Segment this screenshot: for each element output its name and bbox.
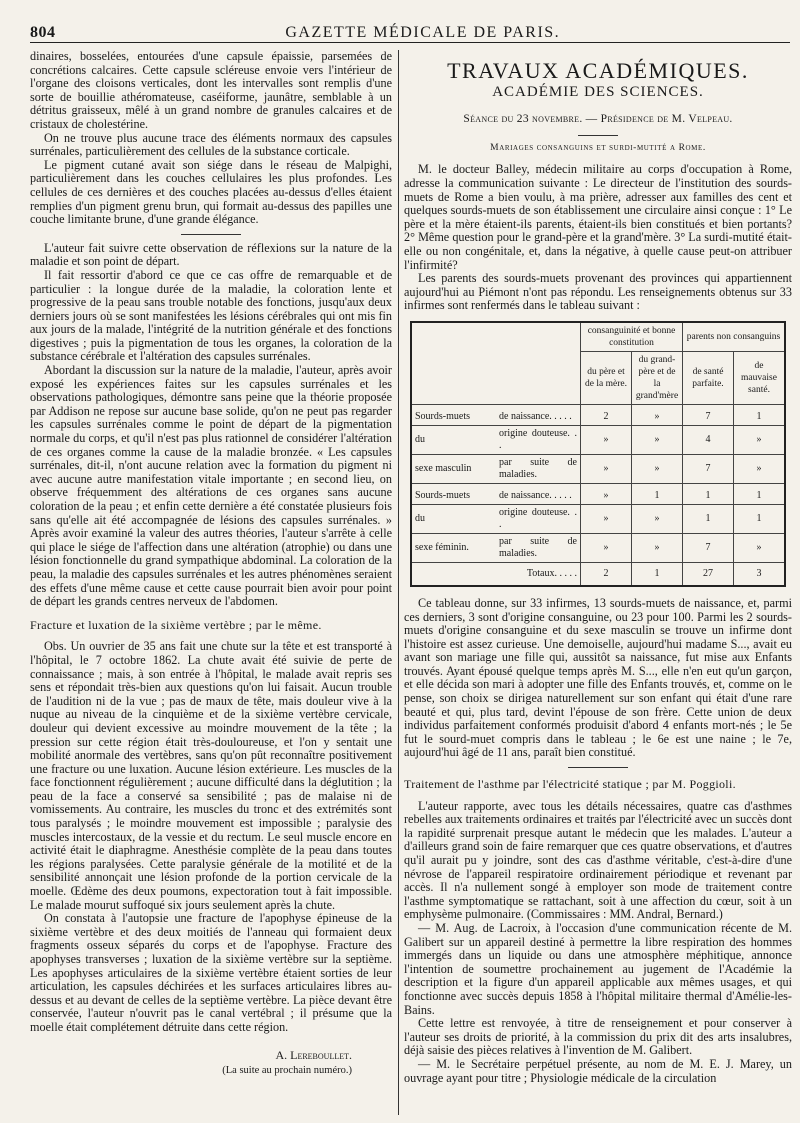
cell: 1 — [632, 483, 683, 504]
separator — [578, 135, 618, 136]
row-category: sexe masculin — [411, 454, 496, 483]
paragraph: L'auteur fait suivre cette observation de réflexions sur la nature de la maladie et son point de départ. — [30, 240, 392, 269]
table-row — [411, 454, 785, 483]
cell: 1 — [683, 504, 734, 533]
cell: » — [632, 454, 683, 483]
separator — [181, 234, 241, 235]
cell: » — [734, 454, 786, 483]
cell: » — [581, 504, 632, 533]
total-cell: 27 — [683, 562, 734, 586]
row-label: par suite de maladies. — [496, 533, 581, 562]
cell: 1 — [734, 504, 786, 533]
row-label: origine douteuse. . . — [496, 504, 581, 533]
total-cell: 3 — [734, 562, 786, 586]
cell: » — [632, 425, 683, 454]
table-row — [411, 483, 785, 504]
row-category: du — [411, 425, 496, 454]
cell: 7 — [683, 533, 734, 562]
paragraph: Ce tableau donne, sur 33 infirmes, 13 sourds-muets de naissance, et, parmi ces derniers, 3 sont d'origine consanguine, ou 23 pour 100. Parmi les 2 sourds-muets d'origine consanguine et du sexe masculin se trouve un infirme dont l'histoire est assez curieuse. Une demoiselle, aujourd'hui madame S..., avait eu avant son mariage une fille qui, aussitôt sa naissance, fut mise aux Enfants trouvés. Ayant épousé quelque temps après M. S..., elle n'en eut qu'un garçon, et elle décida son mari à adopter une fille des Enfants trouvés, et, comme on le pense, son choix se dirigea naturellement sur son enfant qui était d'une rare beauté et qui, plus tard, devint l'épouse de son frère. Cette union de deux individus parfaitement conformés produisit d'abord 4 enfants mort-nés ; le 5e fut le sourd-muet compris dans le tableau ; le 6e est une naine ; le 7e, aujourd'hui âgé de 11 ans, paraît bien constitué. — [404, 595, 792, 760]
column-header: de santé parfaite. — [683, 351, 734, 404]
cell: 7 — [683, 454, 734, 483]
cell: » — [734, 425, 786, 454]
row-label: par suite de maladies. — [496, 454, 581, 483]
table-corner — [411, 322, 581, 405]
cell: » — [734, 533, 786, 562]
cell: 1 — [683, 483, 734, 504]
paragraph: Le pigment cutané avait son siége dans le réseau de Malpighi, particulièrement dans les couches cellulaires les plus profondes. Les cellules de ces dernières et des couches placées au-dessus d'elles étaient remplies d'un pigment grenu brun, qui formait au-dessus des papilles une couche limitante brune, d'une grande élégance. — [30, 157, 392, 227]
column-header: du père et de la mère. — [581, 351, 632, 404]
row-category: sexe féminin. — [411, 533, 496, 562]
total-cell: 1 — [632, 562, 683, 586]
cell: » — [581, 533, 632, 562]
topic-heading: Mariages consanguins et surdi-mutité a Rome. — [490, 142, 706, 153]
row-category: du — [411, 504, 496, 533]
cell: » — [632, 404, 683, 425]
row-category: Sourds-muets — [411, 404, 496, 425]
cell: » — [632, 533, 683, 562]
group-header-consanguine: consanguinité et bonne constitution — [581, 322, 683, 352]
paragraph: — M. Aug. de Lacroix, à l'occasion d'une communication récente de M. Galibert sur un appareil destiné à permettre la libre respiration des hommes immergés dans un liquide ou dans une atmosphère méphitique, annonce l'intention de soumettre prochainement au jugement de l'Académie la description et la figure d'un appareil applicable aux mêmes usages, et qui fonctionne avec succès depuis 1858 à l'hôpital militaire thermal d'Amélie-les-Bains. — [404, 920, 792, 1017]
table-row — [411, 404, 785, 425]
cell: 7 — [683, 404, 734, 425]
row-label: origine douteuse. . . — [496, 425, 581, 454]
cell: » — [581, 483, 632, 504]
page-number: 804 — [30, 24, 56, 41]
paragraph: On constata à l'autopsie une fracture de l'apophyse épineuse de la sixième vertèbre et des deux moitiés de l'anneau qui formaient deux fragments osseux séparés du corps et de l'apophyse. Fracture des apophyses transverses ; luxation de la sixième vertèbre sur la septième. Les apophyses articulaires de la sixième vertèbre étaient sorties de leur articulation, les capsules déchirées et les surfaces articulaires libres au-dessus et au devant de celles de la septième vertèbre. La pièce devant être conservée, l'auteur n'ouvrit pas le canal vertébral ; il présume que la moelle était complétement détruite dans cette région. — [30, 911, 392, 1034]
row-label: de naissance. . . . . — [496, 483, 581, 504]
column-rule — [398, 50, 399, 1115]
journal-title: GAZETTE MÉDICALE DE PARIS. — [285, 24, 561, 41]
row-label: de naissance. . . . . — [496, 404, 581, 425]
section-title: Fracture et luxation de la sixième vertèbre ; par le même. — [30, 617, 322, 632]
paragraph: dinaires, bosselées, entourées d'une capsule épaissie, parsemées de concrétions calcaires. Cette capsule scléreuse envoie vers l'intérieur de l'organe des cloisons verticales, dont les intervalles sont remplis d'une sorte de bouillie athéromateuse, caséiforme, jaunâtre, semblable à un détritus graisseux, mêlé à un grand nombre de granules calcaires et de cristaux de cholestérine. — [30, 49, 392, 131]
cell: 1 — [734, 404, 786, 425]
paragraph: — M. le Secrétaire perpétuel présente, au nom de M. E. J. Marey, un ouvrage ayant pour titre ; Physiologie médicale de la circulation — [404, 1056, 792, 1085]
separator — [568, 767, 628, 768]
row-category: Sourds-muets — [411, 483, 496, 504]
group-header-nonconsanguine: parents non consanguins — [683, 322, 786, 352]
continued-note: (La suite au prochain numéro.) — [222, 1065, 352, 1077]
session-line: Séance du 23 novembre. — Présidence de M. Velpeau. — [463, 113, 733, 126]
cell: » — [581, 425, 632, 454]
paragraph: Il fait ressortir d'abord ce que ce cas offre de remarquable et de particulier : la longue durée de la maladie, la coloration lente et progressive de la peau sans trouble notable des fonctions, jusqu'aux deux derniers jours où se sont manifestées les lésions cérébrales qui ont mis fin aux jours de la malade, l'intégrité de la nutrition générale et des fonctions digestives ; puis la pigmentation de tous les organes, la coloration de la substance cérébrale et l'altération des capsules surrénales. — [30, 267, 392, 364]
total-cell: 2 — [581, 562, 632, 586]
paragraph: Abordant la discussion sur la nature de la maladie, l'auteur, après avoir exposé les expériences faites sur les capsules surrénales et les observations pathologiques, démontre sans peine que la théorie proposée par Addison ne repose sur aucune base solide, qu'on ne peut pas regarder les capsules surrénales comme le point de départ de la pigmentation normale du corps, et qu'il n'est pas plus rationnel de considérer l'altération de ces organes comme la cause de la maladie bronzée. « Les capsules surrénales, dit-il, n'ont aucune relation avec la formation du pigment ni avec aucune autre manifestation vitale importante ; en second lieu, on observe fréquemment des altérations de ces organes sans aucune coloration de la peau ; et enfin cette dernière a été constatée plusieurs fois sans qu'elle ait été accompagnée de lésions des capsules surrénales. » Après avoir examiné la valeur des autres théories, l'auteur s'arrête à celle qui place le siége de l'affection dans une altération (atrophie) ou dans une lésion fonctionnelle du grand sympathique abdominal. La coloration de la peau, la maladie des capsules surrénales et les autres phénomènes seraient des effets d'une même cause et cette cause pourrait bien avoir pour point de départ les grands centres nerveux de l'abdomen. — [30, 363, 392, 609]
table-row — [411, 504, 785, 533]
cell: » — [581, 454, 632, 483]
left-column — [30, 50, 392, 1115]
table-row — [411, 533, 785, 562]
paragraph: Obs. Un ouvrier de 35 ans fait une chute sur la tête et est transporté à l'hôpital, le 7 octobre 1862. La chute avait été suivie de perte de connaissance ; mais, à son entrée à l'hôpital, le malade avait repris ses sens et répondait très-bien aux questions qu'on lui faisait. Aucun trouble de l'audition ni de la vue ; pas de maux de tête, mais douleur vive à la nuque au niveau de la cinquième et de la sixième vertèbre cervicale, douleur qui devient excessive au moindre mouvement de la tête ; la pression sur cette région était très-douloureuse, et l'on y sentait une mobilité anormale des vertèbres, sans qu'on pût reconnaître positivement une fracture ou une luxation. Aucune lésion extérieure. Les muscles de la face fonctionnent régulièrement ; aucune difficulté dans la déglutition ; la peau de la face a conservé sa sensibilité ; pas de malaise ni de vomissements. Au contraire, les muscles du tronc et des extrémités sont tous paralysés ; le moindre mouvement est impossible ; paralysie des muscles intercostaux, de la vessie et du rectum. Le seul muscle encore en activité était le diaphragme. Anesthésie complète de la peau dans toutes les régions paralysées. Cette paralysie générale de la motilité et de la sensibilité annonçait une lésion profonde de la portion cervicale de la moelle. Œdème des deux poumons, expectoration tout à fait impossible. Le malade mourut suffoqué six jours seulement après la chute. — [30, 639, 392, 912]
academy-heading: ACADÉMIE DES SCIENCES. — [492, 83, 704, 100]
column-header: de mauvaise santé. — [734, 351, 786, 404]
paragraph: Les parents des sourds-muets provenant des provinces qui appartiennent aujourd'hui au Piémont n'ont pas répondu. Les renseignements obtenus sur 33 infirmes sont renfermés dans le tableau suivant : — [404, 271, 792, 313]
cell: 4 — [683, 425, 734, 454]
paragraph: On ne trouve plus aucune trace des éléments normaux des capsules surrénales, particulièrement des cellules de la substance corticale. — [30, 130, 392, 159]
totals-label: Totaux. . . . . — [411, 562, 581, 586]
cell: » — [632, 504, 683, 533]
cell: 1 — [734, 483, 786, 504]
right-column — [404, 50, 792, 1115]
census-table — [410, 321, 786, 587]
author-signature: A. Lereboullet. — [275, 1047, 352, 1062]
cell: 2 — [581, 404, 632, 425]
table-row — [411, 425, 785, 454]
paragraph: Cette lettre est renvoyée, à titre de renseignement et pour conserver à l'auteur ses droits de priorité, à la commission du prix dit des arts insalubres, déjà saisie des pièces relatives à l'invention de M. Galibert. — [404, 1016, 792, 1058]
paragraph: M. le docteur Balley, médecin militaire au corps d'occupation à Rome, adresse la communication suivante : Le directeur de l'institution des sourds-muets de Rome a bien voulu, à ma prière, adresser aux familles des cent et quelques sourds-muets de son établissement une circulaire ainsi conçue : 1° Le père et la mère étaient-ils parents, étaient-ils bien constitués et bien portants? 2° Même question pour le grand-père et la grand'mère. 3° La surdi-mutité était-elle ou non congénitale, et, dans la négative, à quelle cause peut-on attribuer l'infirmité? — [404, 162, 792, 272]
totals-row — [411, 562, 785, 586]
section-title: Traitement de l'asthme par l'électricité statique ; par M. Poggioli. — [404, 777, 736, 792]
running-head — [30, 20, 790, 43]
section-heading: TRAVAUX ACADÉMIQUES. — [447, 58, 749, 83]
paragraph: L'auteur rapporte, avec tous les détails nécessaires, quatre cas d'asthmes rebelles aux traitements ordinaires et traités par l'électricité avec un succès dont la rapidité surprenait presque autant le médecin que les malades. L'auteur a d'ailleurs grand soin de faire remarquer que ces quatre observations, et d'autres qu'il aurait pu y joindre, sont des cas d'asthme véritable, c'est-à-dire d'une névrose de l'appareil respiratoire ordinairement périodique et revenant par accès. Il n'a nullement songé à employer son mode de traitement contre l'asthme symptomatique se rattachant, soit à une affection du cœur, soit à un emphysème pulmonaire. (Commissaires : MM. Andral, Bernard.) — [404, 798, 792, 922]
column-header: du grand-père et de la grand'mère — [632, 351, 683, 404]
